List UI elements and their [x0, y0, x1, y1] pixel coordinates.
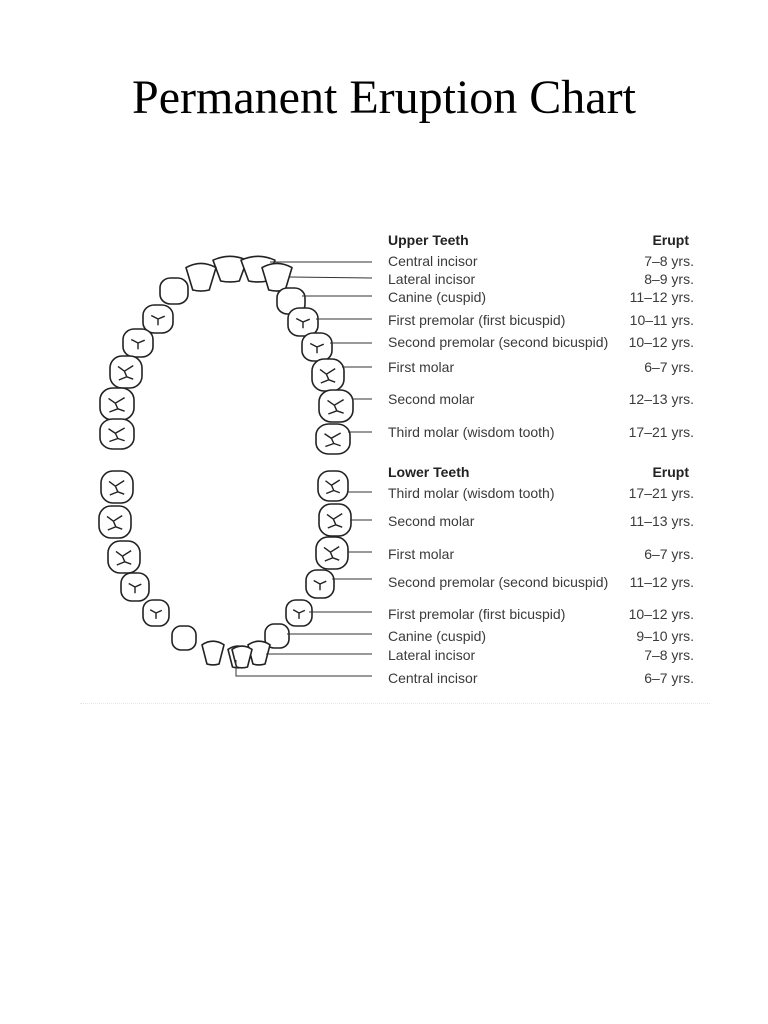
lower-tooth-age: 11–12 yrs.: [629, 574, 694, 590]
upper-tooth-age: 17–21 yrs.: [628, 424, 694, 440]
molar-icon: [110, 356, 142, 388]
canine-icon: [160, 278, 188, 304]
leader-line: [290, 277, 372, 278]
molar-icon: [319, 390, 353, 422]
premolar-icon: [286, 600, 312, 626]
premolar-icon: [306, 570, 334, 598]
lateral-incisor-icon: [186, 263, 216, 291]
premolar-icon: [121, 573, 149, 601]
lower-tooth-name: First molar: [388, 546, 455, 562]
lower-erupt-heading: Erupt: [652, 464, 689, 480]
upper-tooth-name: Third molar (wisdom tooth): [388, 424, 555, 440]
premolar-icon: [143, 600, 169, 626]
divider: [80, 703, 710, 704]
upper-tooth-name: Canine (cuspid): [388, 289, 487, 305]
lower-tooth-name: Second premolar (second bicuspid): [388, 574, 609, 590]
upper-tooth-name: First premolar (first bicuspid): [388, 312, 566, 328]
lower-teeth-heading: Lower Teeth: [388, 464, 470, 480]
lower-tooth-name: Lateral incisor: [388, 647, 476, 663]
page-title: Permanent Eruption Chart: [132, 71, 636, 124]
upper-tooth-age: 7–8 yrs.: [644, 253, 694, 269]
molar-icon: [319, 504, 351, 536]
molar-icon: [318, 471, 348, 501]
lateral-incisor-icon: [262, 263, 292, 291]
lower-tooth-age: 17–21 yrs.: [628, 485, 694, 501]
premolar-icon: [302, 333, 332, 361]
upper-teeth-heading: Upper Teeth: [388, 232, 469, 248]
premolar-icon: [143, 305, 173, 333]
upper-tooth-age: 8–9 yrs.: [644, 271, 694, 287]
upper-tooth-name: Second premolar (second bicuspid): [388, 334, 609, 350]
upper-tooth-name: Lateral incisor: [388, 271, 476, 287]
molar-icon: [99, 506, 131, 538]
lower-tooth-age: 6–7 yrs.: [644, 670, 694, 686]
lower-tooth-name: Second molar: [388, 513, 475, 529]
molar-icon: [316, 537, 348, 569]
lower-tooth-age: 11–13 yrs.: [629, 513, 694, 529]
premolar-icon: [123, 329, 153, 357]
lower-tooth-age: 10–12 yrs.: [628, 606, 694, 622]
upper-tooth-name: Second molar: [388, 391, 475, 407]
lateral-incisor-icon: [202, 641, 224, 665]
upper-tooth-age: 10–12 yrs.: [628, 334, 694, 350]
upper-tooth-age: 12–13 yrs.: [628, 391, 694, 407]
canine-icon: [172, 626, 196, 650]
lower-tooth-age: 6–7 yrs.: [644, 546, 694, 562]
upper-tooth-age: 11–12 yrs.: [629, 289, 694, 305]
molar-icon: [100, 388, 134, 420]
lower-tooth-age: 7–8 yrs.: [644, 647, 694, 663]
molar-icon: [312, 359, 344, 391]
premolar-icon: [288, 308, 318, 336]
lower-tooth-name: Central incisor: [388, 670, 478, 686]
lower-tooth-name: Canine (cuspid): [388, 628, 487, 644]
lower-tooth-name: Third molar (wisdom tooth): [388, 485, 555, 501]
molar-icon: [101, 471, 133, 503]
lower-tooth-name: First premolar (first bicuspid): [388, 606, 566, 622]
molar-icon: [316, 424, 350, 454]
tooth-eruption-diagram: [80, 215, 710, 715]
upper-tooth-name: Central incisor: [388, 253, 478, 269]
upper-erupt-heading: Erupt: [652, 232, 689, 248]
upper-tooth-name: First molar: [388, 359, 455, 375]
lower-tooth-age: 9–10 yrs.: [636, 628, 694, 644]
upper-tooth-age: 10–11 yrs.: [629, 312, 694, 328]
molar-icon: [100, 419, 134, 449]
upper-tooth-age: 6–7 yrs.: [644, 359, 694, 375]
molar-icon: [108, 541, 140, 573]
